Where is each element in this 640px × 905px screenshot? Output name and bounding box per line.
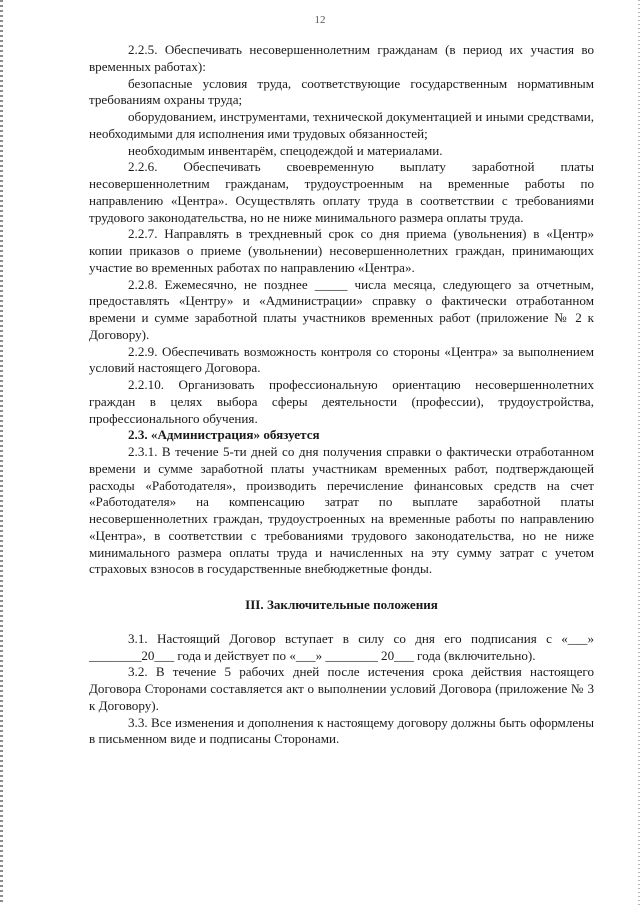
clause-3-2: 3.2. В течение 5 рабочих дней после истечения срока действия настоящего Договора Сторонами составляется акт о выполнении условий Договора (приложение № 3 к Договору). <box>89 664 594 713</box>
document-body <box>89 42 594 748</box>
clause-2-2-7: 2.2.7. Направлять в трехдневный срок со дня приема (увольнения) в «Центр» копии приказов о приеме (увольнении) несовершеннолетних граждан, принимающих участие во временных работах по направлению «Центра». <box>89 226 594 275</box>
clause-2-2-10: 2.2.10. Организовать профессиональную ориентацию несовершеннолетних граждан в целях выбора сферы деятельности (профессии), трудоустройства, профессионального обучения. <box>89 377 594 426</box>
page-number: 12 <box>314 14 326 26</box>
clause-3-1: 3.1. Настоящий Договор вступает в силу со дня его подписания с «___» ________20___ года и действует по «___» ________ 20___ года (включительно). <box>89 630 594 663</box>
clause-2-2-6: 2.2.6. Обеспечивать своевременную выплату заработной платы несовершеннолетним гражданам, трудоустроенным на временные работы по направлению «Центра». Осуществлять оплату труда в соответствии с требованиями трудового законодательства, но не ниже минимального размера оплаты труда. <box>89 159 594 225</box>
clause-3-3: 3.3. Все изменения и дополнения к настоящему договору должны быть оформлены в письменном виде и подписаны Сторонами. <box>89 714 594 747</box>
clause-2-2-5-item-safety: безопасные условия труда, соответствующие государственным нормативным требованиям охраны труда; <box>89 75 594 108</box>
clause-2-2-5: 2.2.5. Обеспечивать несовершеннолетним гражданам (в период их участия во временных работах): <box>89 42 594 74</box>
clause-2-2-8: 2.2.8. Ежемесячно, не позднее _____ числа месяца, следующего за отчетным, предоставлять «Центру» и «Администрации» справку о фактически отработанном времени и сумме заработной платы участников временных работ (приложение № 2 к Договору). <box>89 276 594 342</box>
clause-2-2-9: 2.2.9. Обеспечивать возможность контроля со стороны «Центра» за выполнением условий настоящего Договора. <box>89 343 594 376</box>
clause-2-2-5-item-inventory: необходимым инвентарём, спецодеждой и материалами. <box>128 142 443 158</box>
heading-2-3: 2.3. «Администрация» обязуется <box>128 427 320 443</box>
clause-2-3-1: 2.3.1. В течение 5-ти дней со дня получения справки о фактически отработанном времени и сумме заработной платы участникам временных работ, подтверждающей расходы «Работодателя», производить перечисление финансовых средств на счет «Работодателя» на компенсацию затрат по выплате заработной платы несовершеннолетних граждан, трудоустроенных на временные работы по направлению «Центра», в соответствии с требованиями трудового законодательства, но не ниже минимального размера оплаты труда и начисленных на эту сумму затрат с учетом страховых взносов в государственные внебюджетные фонды. <box>89 444 594 577</box>
clause-2-2-5-item-equipment: оборудованием, инструментами, технической документацией и иными средствами, необходимыми для исполнения ими трудовых обязанностей; <box>89 109 594 141</box>
section-3-title: III. Заключительные положения <box>245 597 438 612</box>
scan-left-edge <box>0 0 3 905</box>
